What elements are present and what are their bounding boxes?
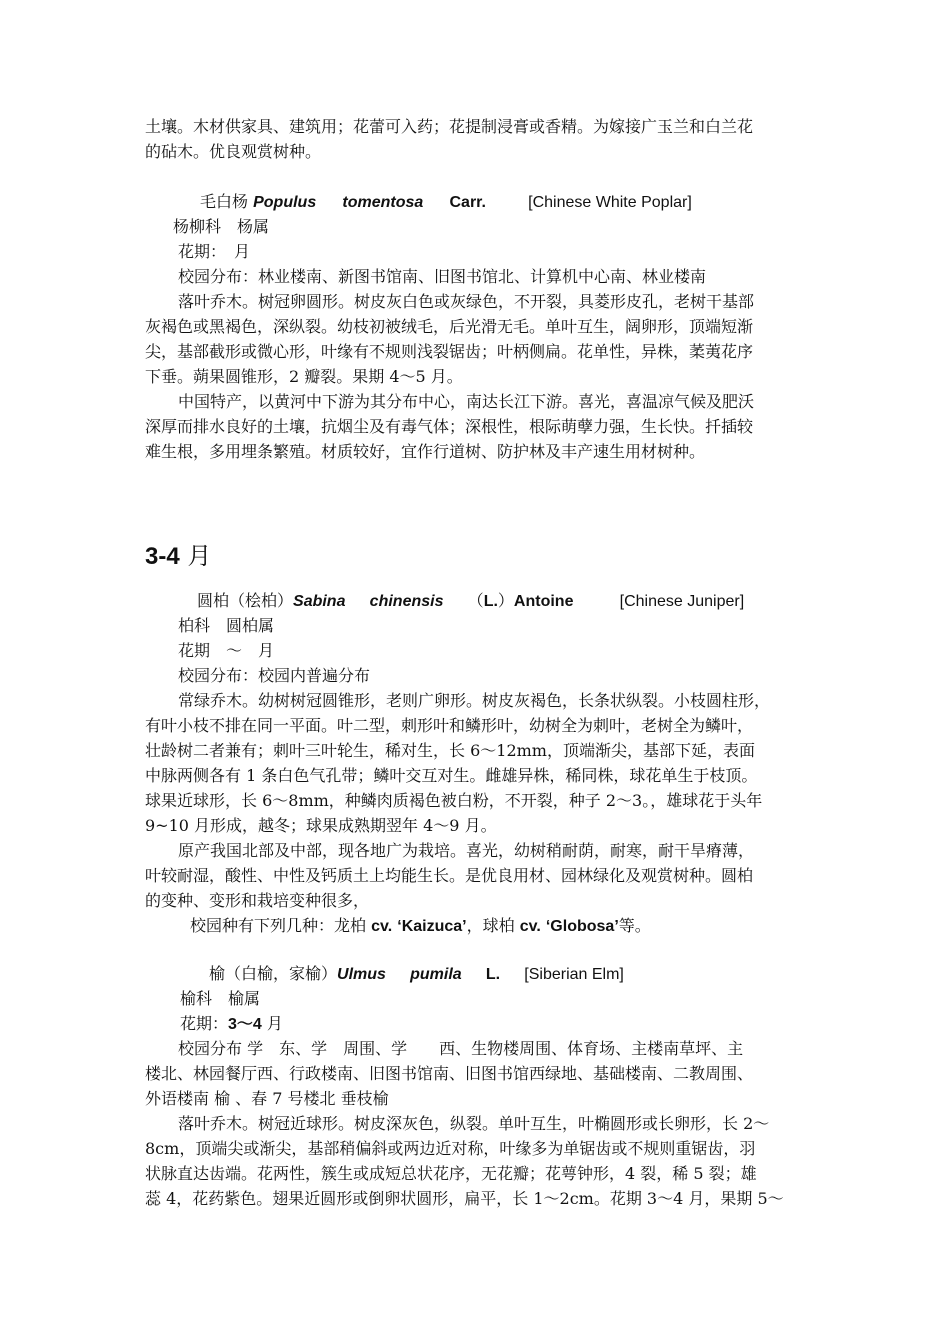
- juniper-cultivars: [190, 914, 855, 939]
- juniper-en-name: [Chinese Juniper]: [619, 593, 745, 610]
- juniper-desc-line-2: 有叶小枝不排在同一平面。叶二型，刺形叶和鳞形叶，幼树全为刺叶，老树全为鳞叶，: [145, 716, 754, 735]
- poplar-en-name: [Chinese White Poplar]: [528, 194, 692, 211]
- poplar-desc-line-1: 落叶乔木。树冠卵圆形。树皮灰白色或灰绿色，不开裂，具菱形皮孔，老树干基部: [178, 292, 755, 311]
- juniper-species: chinensis: [369, 593, 444, 610]
- elm-flowering-unit: 月: [261, 1014, 283, 1033]
- elm-desc-line-3: 状脉直达齿端。花两性，簇生或成短总状花序，无花瓣；花萼钟形，4 裂，稀 5 裂；雄: [145, 1164, 757, 1183]
- elm-title: [209, 962, 874, 987]
- juniper-cv2-cv: cv.: [519, 918, 541, 935]
- juniper-author-rest: Antoine: [513, 593, 574, 610]
- poplar-desc-line-4: 下垂。蒴果圆锥形，2 瓣裂。果期 4～5 月。: [145, 367, 463, 386]
- poplar-author: Carr.: [449, 194, 486, 211]
- juniper-eco-line-2: 叶较耐湿，酸性、中性及钙质土上均能生长。是优良用材、园林绿化及观赏树种。圆柏: [145, 866, 754, 885]
- elm-flowering-label: 花期：: [180, 1014, 229, 1033]
- juniper-genus: Sabina: [293, 593, 346, 610]
- juniper-eco-line-3: 的变种、变形和栽培变种很多，: [145, 891, 370, 910]
- juniper-cv1-cv: cv.: [371, 918, 393, 935]
- section-heading: [145, 540, 211, 573]
- juniper-cv2-name: ‘Globosa’: [545, 918, 619, 935]
- intro-line-2: 的砧木。优良观赏树种。: [145, 142, 322, 161]
- elm-flowering: [180, 1012, 845, 1037]
- elm-desc-line-1: 落叶乔木。树冠近球形。树皮深灰色，纵裂。单叶互生，叶椭圆形或长卵形，长 2～: [178, 1114, 770, 1133]
- elm-desc-line-2: 8cm，顶端尖或渐尖，基部稍偏斜或两边近对称，叶缘多为单锯齿或不规则重锯齿，羽: [145, 1139, 756, 1158]
- juniper-cv-pre: 校园种有下列几种：龙柏: [190, 916, 372, 935]
- elm-genus: Ulmus: [337, 966, 386, 983]
- elm-campus-line-1: 校园分布 学 东、学 周围、学 西、生物楼周围、体育场、主楼南草坪、主: [178, 1039, 744, 1058]
- poplar-eco-line-2: 深厚而排水良好的土壤，抗烟尘及有毒气体；深根性，根际萌孽力强，生长快。扦插较: [145, 417, 754, 436]
- juniper-desc-line-5: 球果近球形，长 6～8mm，种鳞肉质褐色被白粉，不开裂，种子 2～3。，雄球花于头年: [145, 791, 763, 810]
- elm-campus-line-3: 外语楼南 榆 、春 7 号楼北 垂枝榆: [145, 1089, 389, 1108]
- juniper-eco-line-1: 原产我国北部及中部，现各地广为栽培。喜光，幼树稍耐荫，耐寒，耐干旱瘠薄，: [178, 841, 755, 860]
- section-unit: 月: [187, 542, 212, 570]
- juniper-cv-post: 等。: [618, 916, 651, 935]
- juniper-cv-mid: ，球柏: [466, 916, 520, 935]
- juniper-flowering: 花期 ～ 月: [178, 641, 275, 660]
- poplar-desc-line-2: 灰褐色或黑褐色，深纵裂。幼枝初被绒毛，后光滑无毛。单叶互生，阔卵形，顶端短渐: [145, 317, 754, 336]
- poplar-eco-line-1: 中国特产，以黄河中下游为其分布中心，南达长江下游。喜光，喜温凉气候及肥沃: [178, 392, 755, 411]
- elm-campus-line-2: 楼北、林园餐厅西、行政楼南、旧图书馆南、旧图书馆西绿地、基础楼南、二教周围、: [145, 1064, 754, 1083]
- juniper-campus: 校园分布：校园内普遍分布: [178, 666, 371, 685]
- poplar-cn-name: 毛白杨: [200, 192, 249, 211]
- elm-family: 榆科 榆属: [180, 989, 261, 1008]
- elm-en-name: [Siberian Elm]: [524, 966, 624, 983]
- juniper-author-close: ）: [497, 591, 514, 610]
- section-number: 3-4: [145, 543, 180, 570]
- juniper-desc-line-1: 常绿乔木。幼树树冠圆锥形，老则广卵形。树皮灰褐色，长条状纵裂。小枝圆柱形，: [178, 691, 771, 710]
- juniper-family: 柏科 圆柏属: [178, 616, 275, 635]
- intro-line-1: 土壤。木材供家具、建筑用；花蕾可入药；花提制浸膏或香精。为嫁接广玉兰和白兰花: [145, 117, 754, 136]
- juniper-desc-line-4: 中脉两侧各有 1 条白色气孔带；鳞叶交互对生。雌雄异株，稀同株，球花单生于枝顶。: [145, 766, 758, 785]
- juniper-author-open: （: [467, 591, 484, 610]
- poplar-flowering: 花期： 月: [178, 242, 251, 261]
- elm-species: pumila: [410, 966, 462, 983]
- elm-flowering-value: 3～4: [228, 1016, 262, 1033]
- elm-author: L.: [485, 966, 501, 983]
- poplar-family: 杨柳科 杨属: [173, 217, 270, 236]
- elm-cn-name: 榆（白榆，家榆）: [209, 964, 338, 983]
- juniper-cn-name: 圆柏（桧柏）: [197, 591, 294, 610]
- poplar-desc-line-3: 尖，基部截形或微心形，叶缘有不规则浅裂锯齿；叶柄侧扁。花单性，异株，葇荑花序: [145, 342, 754, 361]
- juniper-title: [197, 589, 862, 614]
- juniper-desc-line-3: 壮龄树二者兼有；刺叶三叶轮生，稀对生，长 6～12mm，顶端渐尖，基部下延，表面: [145, 741, 755, 760]
- juniper-author-l: L.: [483, 593, 498, 610]
- juniper-desc-line-6: 9~10 月形成，越冬；球果成熟期翌年 4～9 月。: [145, 816, 497, 835]
- poplar-title: [200, 190, 865, 215]
- poplar-campus: 校园分布：林业楼南、新图书馆南、旧图书馆北、计算机中心南、林业楼南: [178, 267, 707, 286]
- elm-desc-line-4: 蕊 4，花药紫色。翅果近圆形或倒卵状圆形，扁平，长 1～2cm。花期 3～4 月，果期 5～: [145, 1189, 784, 1208]
- poplar-genus: Populus: [253, 194, 317, 211]
- poplar-eco-line-3: 难生根，多用埋条繁殖。材质较好，宜作行道树、防护林及丰产速生用材树种。: [145, 442, 706, 461]
- juniper-cv1-name: ‘Kaizuca’: [397, 918, 467, 935]
- poplar-species: tomentosa: [342, 194, 424, 211]
